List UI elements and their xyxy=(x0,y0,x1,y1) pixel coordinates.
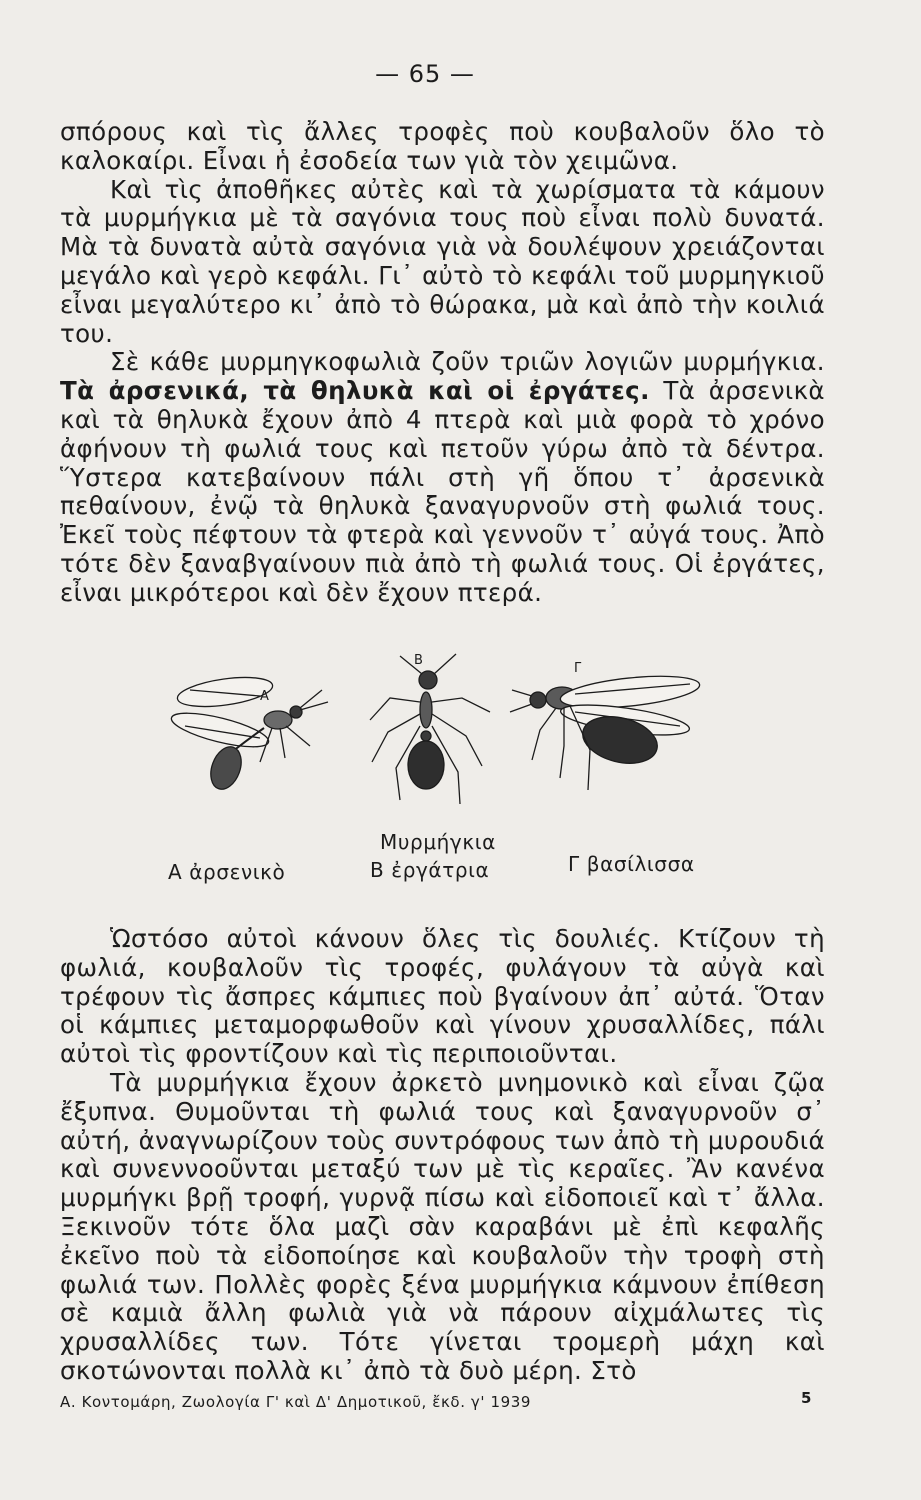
mark-c: Γ xyxy=(574,661,582,676)
mark-a: Α xyxy=(260,689,269,704)
ants-illustration xyxy=(160,650,720,820)
caption-queen: Γ βασίλισσα xyxy=(568,852,695,876)
caption-worker: Β ἐργάτρια xyxy=(370,858,490,882)
paragraph-3-lead: Σὲ κάθε μυρμηγκοφωλιὰ ζοῦν τριῶν λογιῶν μυρμήγκια. xyxy=(110,347,825,377)
mark-b: Β xyxy=(414,653,423,668)
paragraph-5: Τὰ μυρμήγκια ἔχουν ἀρκετὸ μνημονικὸ καὶ εἶναι ζῷα ἔξυπνα. Θυμοῦνται τὴ φωλιά τους καὶ ξαναγυρνοῦν σ᾿ αὐτή, ἀναγνωρίζουν τοὺς συντρόφους των ἀπὸ τὴ μυρουδιά καὶ συνεννοοῦνται μεταξύ των μὲ τὶς κεραῖες. Ἂν κανένα μυρμήγκι βρῇ τροφή, γυρνᾷ πίσω καὶ εἰδοποιεῖ καὶ τ᾿ ἄλλα. Ξεκινοῦν τότε ὅλα μαζὶ σὰν καραβάνι μὲ ἐπὶ κεφαλῆς ἐκεῖνο ποὺ τὰ εἰδοποίησε καὶ κουβαλοῦν τὴν τροφὴ στὴ φωλιά των. Πολλὲς φορὲς ξένα μυρμήγκια κάμνουν ἐπίθεση σὲ καμιὰ ἄλλη φωλιὰ γιὰ νὰ πάρουν αἰχμάλωτες τὶς χρυσαλλίδες των. Τότε γίνεται τρομερὴ μάχη καὶ σκοτώνονται πολλὰ κι᾿ ἀπὸ τὰ δυὸ μέρη. Στὸ xyxy=(60,1067,825,1385)
worker-ant-drawing xyxy=(370,653,490,804)
paragraph-3 xyxy=(60,348,825,607)
figure-title: Μυρμήγκια xyxy=(380,830,496,854)
paragraph-1: σπόρους καὶ τὶς ἄλλες τροφὲς ποὺ κουβαλοῦν ὅλο τὸ καλοκαίρι. Εἶναι ἡ ἐσοδεία των γιὰ τὸν χειμῶνα. xyxy=(60,117,825,175)
queen-ant-drawing xyxy=(510,661,701,790)
page-number: — 65 — xyxy=(375,60,475,88)
paragraph-3-emphasis: Τὰ ἀρσενικά, τὰ θηλυκὰ καὶ οἱ ἐργάτες. xyxy=(60,376,650,406)
caption-male: Α ἀρσενικὸ xyxy=(168,860,286,884)
paragraph-3-rest: Τὰ ἀρσενικὰ καὶ τὰ θηλυκὰ ἔχουν ἀπὸ 4 πτερὰ καὶ μιὰ φορὰ τὸ χρόνο ἀφήνουν τὴ φωλιά τους καὶ πετοῦν γύρω ἀπὸ τὰ δέντρα. Ὕστερα κατεβαίνουν πάλι στὴ γῆ ὅπου τ᾿ ἀρσενικὰ πεθαίνουν, ἐνῷ τὰ θηλυκὰ ξαναγυρνοῦν στὴ φωλιά τους. Ἐκεῖ τοὺς πέφτουν τὰ φτερὰ καὶ γεννοῦν τ᾿ αὐγά τους. Ἀπὸ τότε δὲν ξαναβγαίνουν πιὰ ἀπὸ τὴ φωλιά τους. Οἱ ἐργάτες, εἶναι μικρότεροι καὶ δὲν ἔχουν πτερά. xyxy=(60,376,825,607)
top-text-block xyxy=(60,118,825,608)
paragraph-2: Καὶ τὶς ἀποθῆκες αὐτὲς καὶ τὰ χωρίσματα τὰ κάμουν τὰ μυρμήγκια μὲ τὰ σαγόνια τους ποὺ εἶναι πολὺ δυνατά. Μὰ τὰ δυνατὰ αὐτὰ σαγόνια γιὰ νὰ δουλέψουν χρειάζονται μεγάλο καὶ γερὸ κεφάλι. Γι᾿ αὐτὸ τὸ κεφάλι τοῦ μυρμηγκιοῦ εἶναι μεγαλύτερο κι᾿ ἀπὸ τὸ θώρακα, μὰ καὶ ἀπὸ τὴν κοιλιά του. xyxy=(60,174,825,348)
footer xyxy=(60,1389,830,1411)
male-ant-drawing xyxy=(169,672,328,793)
bottom-text-block xyxy=(60,925,825,1386)
signature-mark: 5 xyxy=(800,1389,812,1407)
footer-citation: Α. Κοντομάρη, Ζωολογία Γ' καὶ Δ' Δημοτικοῦ, ἔκδ. γ' 1939 xyxy=(60,1393,532,1411)
paragraph-4: Ὡστόσο αὐτοὶ κάνουν ὅλες τὶς δουλιές. Κτίζουν τὴ φωλιά, κουβαλοῦν τὶς τροφές, φυλάγουν τὰ αὐγὰ καὶ τρέφουν τὶς ἄσπρες κάμπιες ποὺ βγαίνουν ἀπ᾿ αὐτά. Ὅταν οἱ κάμπιες μεταμορφωθοῦν καὶ γίνουν χρυσαλλίδες, πάλι αὐτοὶ τὶς φροντίζουν καὶ τὶς περιποιοῦνται. xyxy=(60,924,825,1069)
